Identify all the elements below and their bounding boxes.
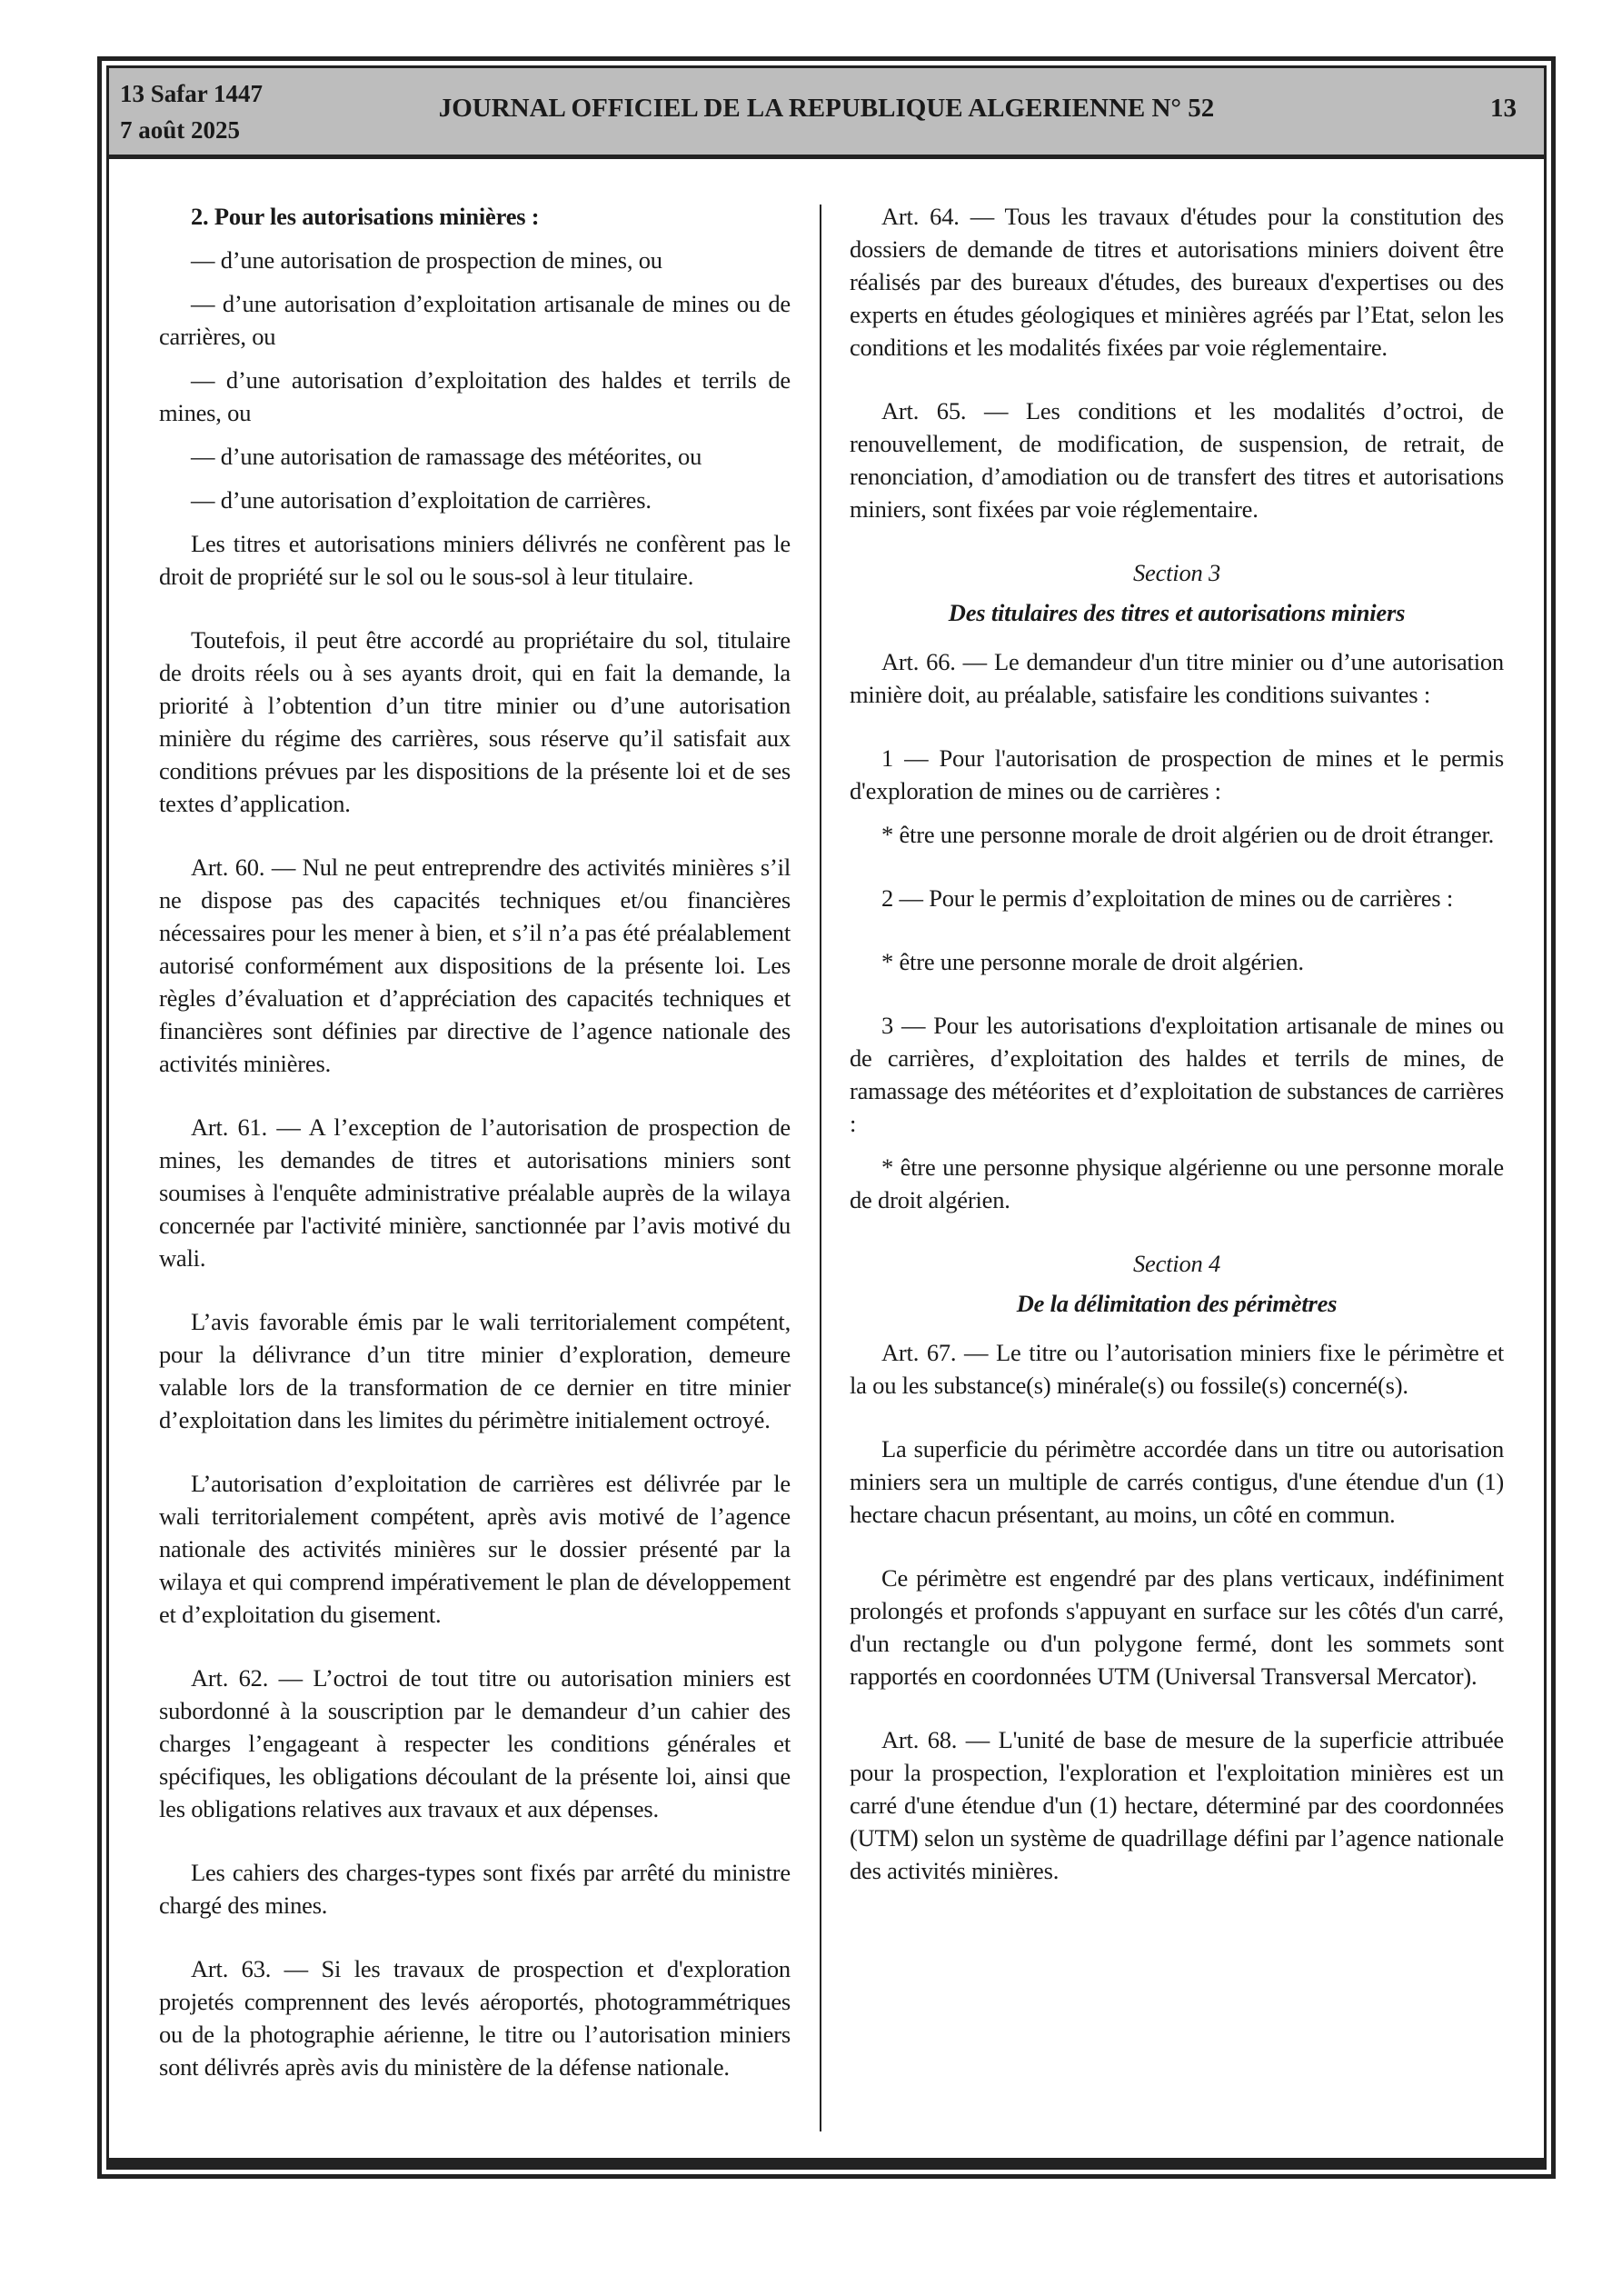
paragraph: Toutefois, il peut être accordé au propriétaire du sol, titulaire de droits réels ou à ses ayants droit, qui en fait la demande, la priorité à l’obtention d’un titre minier ou d’une autorisation minière du régime des carrières, sous réserve qu’il satisfait aux conditions prévues par les dispositions de la présente loi et de ses textes d’application. [159,626,791,817]
list-item: — d’une autorisation de prospection de mines, ou [191,246,662,274]
list-item: — d’une autorisation d’exploitation des haldes et terrils de mines, ou [159,366,791,426]
page-frame [97,56,1556,2179]
section-heading: 2. Pour les autorisations minières : [191,203,540,230]
page-number: 13 [1490,94,1517,123]
list-item: — d’une autorisation de ramassage des météorites, ou [191,443,702,470]
paragraph: L’avis favorable émis par le wali territorialement compétent, pour la délivrance d’un titre minier d’exploration, demeure valable lors de la transformation de ce dernier en titre minier d’exploitation dans les limites du périmètre initialement octroyé. [159,1308,791,1433]
article-68: Art. 68. — L'unité de base de mesure de la superficie attribuée pour la prospection, l'exploration et l'exploitation minières est un carré d'une étendue d'un (1) hectare, déterminé par des coordonnées (UTM) selon un système de quadrillage défini par l’agence nationale des activités minières. [850,1726,1504,1884]
article-66: Art. 66. — Le demandeur d'un titre minier ou d’une autorisation minière doit, au préalable, satisfaire les conditions suivantes : [850,648,1504,708]
paragraph: Les titres et autorisations miniers délivrés ne confèrent pas le droit de propriété sur le sol ou le sous-sol à leur titulaire. [159,530,791,590]
list-item: — d’une autorisation d’exploitation de carrières. [191,486,652,514]
gregorian-date: 7 août 2025 [120,116,241,144]
paragraph: Les cahiers des charges-types sont fixés par arrêté du ministre chargé des mines. [159,1859,791,1919]
condition-3: 3 — Pour les autorisations d'exploitation artisanale de mines ou de carrières, d’exploitation des haldes et terrils de mines, de ramassage des météorites et d’exploitation de substances de carrières : [850,1012,1504,1137]
article-64: Art. 64. — Tous les travaux d'études pour la constitution des dossiers de demande de titres et autorisations miniers doivent être réalisés par des bureaux d'études, des bureaux d'expertises ou des experts en études géologiques et minières agréés par l’Etat, selon les conditions et les modalités fixées par voie réglementaire. [850,203,1504,361]
condition-1-item: * être une personne morale de droit algérien ou de droit étranger. [881,821,1495,848]
page-header [109,68,1544,159]
left-column [159,200,791,2083]
article-60: Art. 60. — Nul ne peut entreprendre des activités minières s’il ne dispose pas des capacités techniques et/ou financières nécessaires pour les mener à bien, et s’il n’a pas été préalablement autorisé conformément aux dispositions de la présente loi. Les règles d’évaluation et d’appréciation des capacités techniques et financières sont définies par directive de l’agence nationale des activités minières. [159,854,791,1077]
page-inner-frame [106,65,1547,2170]
article-65: Art. 65. — Les conditions et les modalités d’octroi, de renouvellement, de modification, de suspension, de retrait, de renonciation, d’amodiation ou de transfert des titres et autorisations miniers, sont fixées par voie réglementaire. [850,397,1504,523]
article-63: Art. 63. — Si les travaux de prospection et d'exploration projetés comprennent des levés aéroportés, photogrammétriques ou de la photographie aérienne, le titre ou l’autorisation miniers sont délivrés après avis du ministère de la défense nationale. [159,1955,791,2081]
section-4-title: De la délimitation des périmètres [1016,1290,1338,1317]
condition-3-item: * être une personne physique algérienne ou une personne morale de droit algérien. [850,1153,1504,1213]
right-column [850,200,1504,1887]
article-61: Art. 61. — A l’exception de l’autorisation de prospection de mines, les demandes de titres et autorisations miniers sont soumises à l'enquête administrative préalable auprès de la wilaya concernée par l'activité minière, sanctionnée par l’avis motivé du wali. [159,1113,791,1272]
hijri-date: 13 Safar 1447 [120,80,264,107]
section-3-label: Section 3 [1132,559,1221,586]
condition-1: 1 — Pour l'autorisation de prospection de mines et le permis d'exploration de mines ou de carrières : [850,744,1504,804]
condition-2: 2 — Pour le permis d’exploitation de mines ou de carrières : [881,884,1453,912]
list-item: — d’une autorisation d’exploitation artisanale de mines ou de carrières, ou [159,290,791,350]
section-4-label: Section 4 [1132,1250,1221,1277]
article-62: Art. 62. — L’octroi de tout titre ou autorisation miniers est subordonné à la souscription par le demandeur d’un cahier des charges l’engageant à respecter les conditions générales et spécifiques, les obligations découlant de la présente loi, ainsi que les obligations relatives aux travaux et aux dépenses. [159,1664,791,1822]
condition-2-item: * être une personne morale de droit algérien. [881,948,1304,975]
paragraph: Ce périmètre est engendré par des plans verticaux, indéfiniment prolongés et profonds s'appuyant en surface sur les côtés d'un carré, d'un rectangle ou d'un polygone fermé, dont les sommets sont rapportés en coordonnées UTM (Universal Transversal Mercator). [850,1564,1504,1690]
paragraph: La superficie du périmètre accordée dans un titre ou autorisation miniers sera un multiple de carrés contigus, d'une étendue d'un (1) hectare chacun présentant, au moins, un côté en commun. [850,1435,1504,1528]
section-3-title: Des titulaires des titres et autorisations miniers [948,599,1406,626]
article-67: Art. 67. — Le titre ou l’autorisation miniers fixe le périmètre et la ou les substance(s) minérale(s) ou fossile(s) concerné(s). [850,1339,1504,1399]
column-divider [820,205,821,2131]
paragraph: L’autorisation d’exploitation de carrières est délivrée par le wali territorialement compétent, après avis motivé de l’agence nationale des activités minières sur le dossier présenté par la wilaya et qui comprend impérativement le plan de développement et d’exploitation du gisement. [159,1470,791,1628]
journal-title: JOURNAL OFFICIEL DE LA REPUBLIQUE ALGERIENNE N° 52 [438,94,1215,123]
bottom-border-bar [109,2158,1544,2167]
